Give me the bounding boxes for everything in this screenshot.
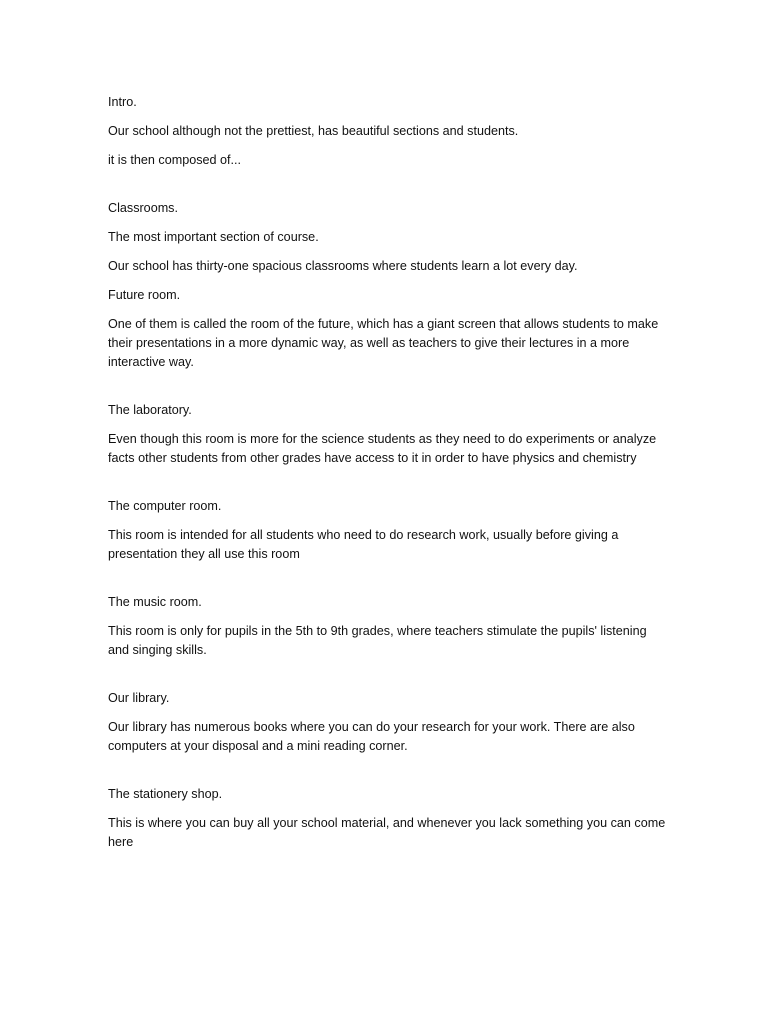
section-stationery-shop [108,785,668,852]
blank-line [108,670,668,689]
blank-line [108,180,668,199]
section-heading: The music room. [108,595,202,609]
paragraph: Even though this room is more for the science students as they need to do experiments or analyze facts other students from other grades have access to it in order to have physics and chemistry [108,432,657,465]
blank-line [108,478,668,497]
paragraph: This room is only for pupils in the 5th to 9th grades, where teachers stimulate the pupils' listening and singing skills. [108,624,647,657]
paragraph: One of them is called the room of the future, which has a giant screen that allows students to make their presentations in a more dynamic way, as well as teachers to give their lectures in a more interactive way. [108,317,659,369]
blank-line [108,574,668,593]
blank-line [108,382,668,401]
paragraph: Our library has numerous books where you can do your research for your work. There are also computers at your disposal and a mini reading corner. [108,720,635,753]
document-body [108,93,668,862]
section-computer-room [108,497,668,564]
paragraph: Our school has thirty-one spacious classrooms where students learn a lot every day. [108,259,578,273]
section-music-room [108,593,668,660]
section-laboratory [108,401,668,468]
section-heading: Our library. [108,691,170,705]
blank-line [108,766,668,785]
section-heading: The stationery shop. [108,787,223,801]
section-heading: The computer room. [108,499,222,513]
paragraph: The most important section of course. [108,230,319,244]
paragraph: This is where you can buy all your school material, and whenever you lack something you can come here [108,816,666,849]
section-heading: Intro. [108,95,137,109]
paragraph: it is then composed of... [108,153,242,167]
section-intro [108,93,668,170]
section-classrooms [108,199,668,372]
subheading: Future room. [108,288,181,302]
section-library [108,689,668,756]
section-heading: The laboratory. [108,403,192,417]
section-heading: Classrooms. [108,201,178,215]
paragraph: This room is intended for all students who need to do research work, usually before giving a presentation they all use this room [108,528,619,561]
paragraph: Our school although not the prettiest, has beautiful sections and students. [108,124,519,138]
